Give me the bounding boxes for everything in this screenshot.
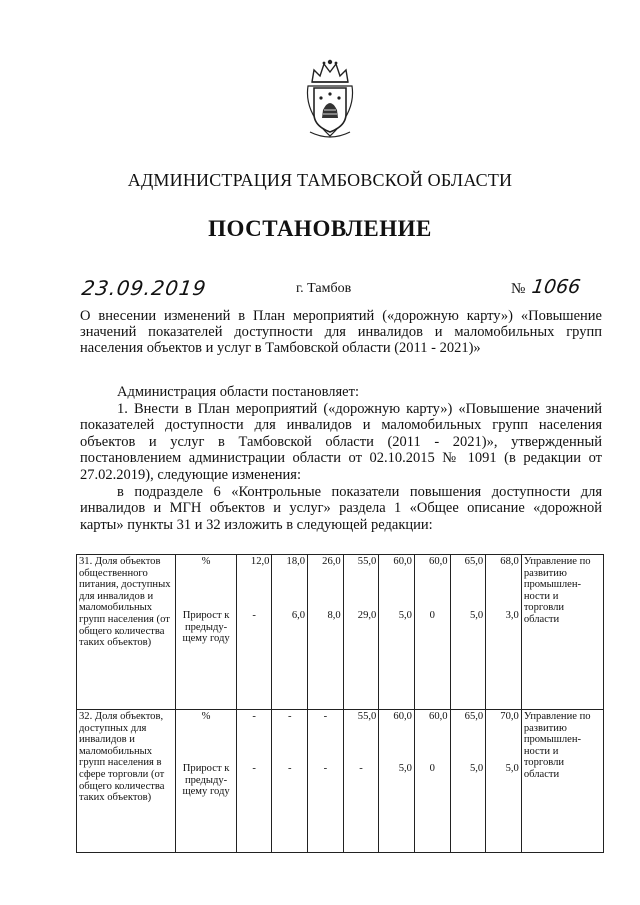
value-bottom: -: [359, 763, 363, 774]
unit-cell: [176, 555, 236, 710]
document-type-title: ПОСТАНОВЛЕНИЕ: [208, 216, 432, 241]
value-top: -: [252, 711, 256, 722]
value-bottom: 0: [429, 763, 435, 774]
value-cell: [236, 710, 272, 853]
value-bottom: -: [323, 763, 328, 774]
value-bottom: -: [287, 763, 292, 774]
value-top: 18,0: [286, 556, 306, 567]
body-paragraph-2: 1. Внести в План мероприятий («дорожную карту») «Повышение значений показателей доступности для инвалидов и маломобильных групп населения объектов и услуг в Тамбовской области (2011 - 2021)», утвержденный постановлением администрации области от 02.10.2015 № 1091 (в редакции от 27.02.2019), следующие изменения:: [80, 400, 602, 483]
value-cell: [308, 555, 344, 710]
value-top: 68,0: [500, 556, 519, 567]
body-paragraph-3: в подразделе 6 «Контрольные показатели повышения доступности для инвалидов и МГН объектов и услуг» раздела 1 «Общее описание «дорожной карты» пункты 31 и 32 изложить в следующей редакции:: [80, 483, 602, 533]
value-bottom: 8,0: [327, 610, 341, 621]
value-bottom: 5,0: [398, 763, 412, 774]
unit-top: %: [201, 556, 211, 567]
indicator-name: 31. Доля объектов общественного питания, доступных для инвалидов и маломобильных групп населения (от общего количества таких объектов): [77, 555, 176, 710]
unit-cell: [176, 710, 236, 853]
document-number-label: №: [511, 281, 526, 297]
value-cell: [272, 555, 308, 710]
value-cell: [486, 555, 522, 710]
indicators-table: [76, 554, 604, 853]
document-date: 23.09.2019: [80, 276, 209, 300]
value-top: 60,0: [393, 556, 412, 567]
value-top: 65,0: [464, 556, 484, 567]
body-paragraph-1: Администрация области постановляет:: [117, 384, 359, 400]
value-bottom: 5,0: [398, 610, 412, 621]
unit-bottom: Прирост к предыду-щему году: [182, 610, 230, 645]
table-row: [77, 555, 604, 710]
document-city: г. Тамбов: [296, 281, 352, 296]
value-cell: [236, 555, 272, 710]
value-top: 55,0: [357, 711, 377, 722]
tambov-coat-of-arms-icon: [300, 56, 360, 140]
value-bottom: 29,0: [357, 610, 377, 621]
value-cell: [414, 710, 450, 853]
value-cell: [379, 710, 415, 853]
value-bottom: -: [252, 763, 256, 774]
value-cell: [379, 555, 415, 710]
value-bottom: 5,0: [505, 763, 519, 774]
value-top: -: [287, 711, 292, 722]
document-subject: О внесении изменений в План мероприятий («дорожную карту») «Повышение значений показателей доступности для инвалидов и маломобильных групп населения объектов и услуг в Тамбовской области (2011 - 2021)»: [80, 308, 602, 356]
indicator-name: 32. Доля объектов, доступных для инвалидов и маломобильных групп населения в сфере торговли (от общего количества таких объектов): [77, 710, 176, 853]
table-row: [77, 710, 604, 853]
value-cell: [308, 710, 344, 853]
document-number: 1066: [530, 276, 582, 298]
value-cell: [450, 710, 486, 853]
value-bottom: 5,0: [469, 610, 484, 621]
value-top: 65,0: [464, 711, 484, 722]
value-top: 26,0: [322, 556, 341, 567]
responsible-cell: Управление по развитию промышлен-ности и торговли области: [521, 555, 603, 710]
value-top: 70,0: [500, 711, 519, 722]
value-cell: [486, 710, 522, 853]
value-bottom: 0: [429, 610, 435, 621]
responsible-cell: Управление по развитию промышлен-ности и торговли области: [521, 710, 603, 853]
organization-title: АДМИНИСТРАЦИЯ ТАМБОВСКОЙ ОБЛАСТИ: [127, 170, 513, 190]
unit-bottom: Прирост к предыду-щему году: [182, 763, 230, 798]
value-bottom: 3,0: [505, 610, 519, 621]
value-top: -: [323, 711, 328, 722]
value-top: 60,0: [429, 556, 448, 567]
unit-top: %: [201, 711, 211, 722]
value-bottom: 5,0: [469, 763, 484, 774]
value-cell: [450, 555, 486, 710]
value-top: 55,0: [357, 556, 377, 567]
value-cell: [272, 710, 308, 853]
value-cell: [414, 555, 450, 710]
value-bottom: -: [252, 610, 256, 621]
value-top: 60,0: [393, 711, 412, 722]
value-top: 60,0: [429, 711, 448, 722]
value-top: 12,0: [250, 556, 270, 567]
value-bottom: 6,0: [291, 610, 306, 621]
value-cell: [343, 555, 379, 710]
document-body: [80, 384, 602, 533]
value-cell: [343, 710, 379, 853]
